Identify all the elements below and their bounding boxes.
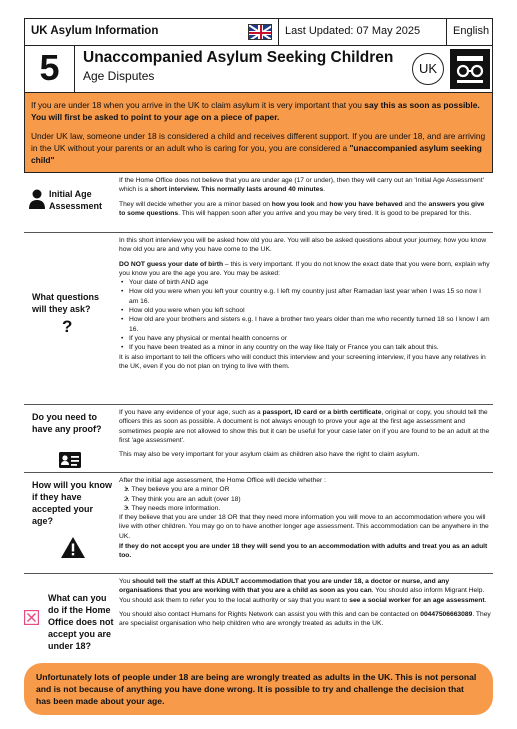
- section-accepted: [24, 473, 493, 574]
- section-label-proof: Do you need to have any proof?: [32, 412, 102, 434]
- id-card-icon: [59, 452, 81, 471]
- list-item: • Your date of birth AND age: [119, 278, 491, 287]
- decision-list: [119, 485, 491, 513]
- info-sheet: [24, 18, 493, 715]
- warning-icon: [61, 537, 85, 561]
- person-icon: [29, 189, 45, 212]
- footer-callout: Unfortunately lots of people under 18 are being are wrongly treated as adults in the UK. This is not personal and is not because of anything you have done wrong. It is possible to try and challenge the decision that has been made about your age.: [24, 663, 493, 715]
- section-body-not-accepted: You should tell the staff at this ADULT accommodation that you are under 18, a doctor or nurse, and any organisations that you are working with that you are a child as soon as you can. You should also inform Migrant Help. You should ask them to refer you to the local authority or say that you want to see a social worker for an age assessment. You should also contact Humans for Rights Network can assist you with this and can be contacted on 00447506663089. They are specialist organisation who help children who are wrongly treated as adults in the UK.: [119, 578, 491, 628]
- page-title: Unaccompanied Asylum Seeking Children: [83, 49, 394, 66]
- list-item: • 3. They needs more information.: [124, 504, 491, 513]
- intro-paragraph-1: If you are under 18 when you arrive in the UK to claim asylum it is very important that you say this as soon as possible. You will first be asked to point to your age on a piece of paper.: [31, 100, 480, 122]
- questions-list: [119, 278, 491, 352]
- sheet-number: 5: [25, 46, 75, 92]
- section-initial-assessment: [24, 173, 493, 233]
- list-item: • How old are your brothers and sisters e.g. I have a brother two years older than me who recently turned 18 so I know I am 16.: [119, 315, 491, 334]
- list-item: • 1. They believe you are a minor OR: [124, 485, 491, 494]
- header-bar: [24, 18, 493, 46]
- intro-box: [24, 92, 493, 173]
- section-questions: [24, 233, 493, 405]
- title-block: [24, 46, 493, 92]
- section-body-questions: In this short interview you will be asked how old you are. You will also be asked questions about your journey, how you know how old you are and why you have come to the UK. DO NOT guess your date of birth – this is very important. If you do not know the exact date that you were born, explain why you know you are the age you are. You may be asked: • Your date of birth AND age • How old you were when you left your country e.g. I left my country just after Ramadan last year when I was 15 so now I am 16. • How old you were when you left school • How old are your brothers and sisters e.g. I have a brother two years older than me who recently turned 18 so I know I am 16. • If you have any physical or mental health concerns or • If you have been treated as a minor in any country on the way like Italy or France you can talk about this. It is also important to tell the officers who will conduct this interview and your screening interview, if you have any relatives in the UK, even if you do not plan on trying to live with them.: [117, 233, 493, 404]
- last-updated: Last Updated: 07 May 2025: [278, 19, 446, 45]
- intro-paragraph-2: Under UK law, someone under 18 is considered a child and receives different support. If you are under 18, and are arriving in the UK without your parents or an adult who is caring for you, you are considered a "unaccompanied asylum seeking child": [31, 131, 486, 165]
- list-item: • How old you were when you left school: [119, 306, 491, 315]
- list-item: • 2. They think you are an adult (over 18): [124, 495, 491, 504]
- list-item: • How old you were when you left your country e.g. I left my country just after Ramadan last year when I was 15 so now I am 16.: [119, 287, 491, 306]
- cross-box-icon: [24, 610, 39, 628]
- section-not-accepted: [24, 574, 493, 656]
- section-label-initial: Initial Age Assessment: [49, 189, 103, 211]
- header-title: UK Asylum Information: [31, 25, 159, 37]
- section-proof: [24, 405, 493, 473]
- id-document-icon: [450, 49, 490, 89]
- section-label-accepted: How will you know if they have accepted your age?: [32, 480, 113, 526]
- language-label: English: [446, 19, 492, 45]
- list-item: • If you have any physical or mental health concerns or: [119, 334, 491, 343]
- section-body-proof: If you have any evidence of your age, such as a passport, ID card or a birth certificate, original or copy, you should tell the officers this as soon as possible. A document is not always enough to prove your age at the first age assessment and sometimes people are not allowed to show this but it can be useful for your case later on if you are found to be an adult at the first 'age assessment'. This may also be very important for your asylum claim as children also have the right to claim asylum.: [119, 409, 490, 459]
- section-label-not-accepted: What can you do if the Home Office does not accept you are under 18?: [48, 593, 114, 651]
- question-mark-icon: ?: [62, 317, 73, 336]
- page-subtitle: Age Disputes: [83, 69, 155, 83]
- uk-flag-icon: [248, 24, 272, 40]
- list-item: • If you have been treated as a minor in any country on the way like Italy or France you can talk about this.: [119, 343, 491, 352]
- section-label-questions: What questions will they ask?: [32, 292, 99, 314]
- uk-badge: UK: [412, 53, 444, 85]
- section-body-initial: If the Home Office does not believe that you are under age (17 or under), then they will carry out an 'Initial Age Assessment' which is a short interview. This normally lasts around 40 minutes. They will decide whether you are a minor based on how you look and how you have behaved and the answers you give to some questions. This will happen soon after you arrive and you may be very tired. It is good to be prepared for this.: [119, 177, 485, 217]
- section-body-accepted: After the initial age assessment, the Home Office will decide whether : • 1. They believe you are a minor OR • 2. They think you are an adult (over 18) • 3. They needs more information. If they believe that you are under 18 OR that they need more information you will move to an accommodation where you will live with other children. You may go on to have another longer age assessment. This accommodation can be anywhere in the UK. If they do not accept you are under 18 they will send you to an accommodation with adults and treat you as an adult too.: [117, 473, 493, 573]
